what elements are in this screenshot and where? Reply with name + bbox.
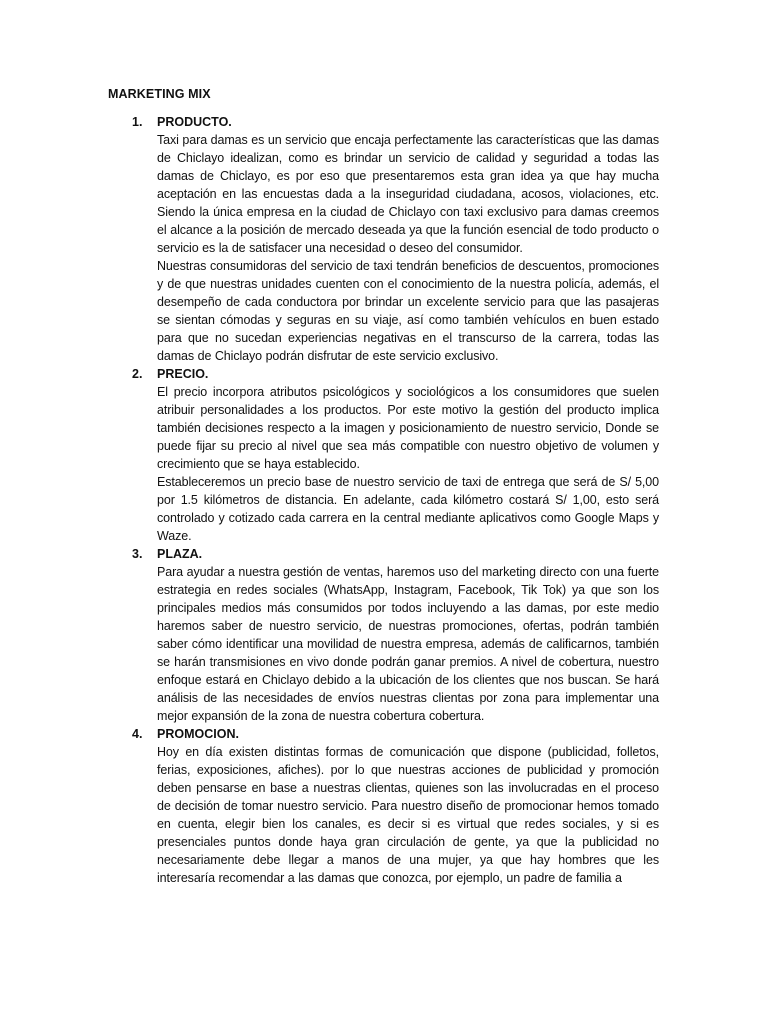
section-number: 2. <box>132 367 143 381</box>
section-paragraph: Estableceremos un precio base de nuestro servicio de taxi de entrega que será de S/ 5,00 por 1.5 kilómetros de distancia. En adelante, cada kilómetro costará S/ 1,00, esto será controlado y cotizado cada carrera en la central mediante aplicativos como Google Maps y Waze. <box>157 475 659 543</box>
document-title: MARKETING MIX <box>108 87 211 101</box>
section-number: 4. <box>132 727 143 741</box>
section-number: 1. <box>132 115 143 129</box>
section-promocion <box>108 725 659 887</box>
section-plaza <box>108 545 659 725</box>
sections-list <box>108 113 659 887</box>
section-paragraph: Para ayudar a nuestra gestión de ventas, haremos uso del marketing directo con una fuerte estrategia en redes sociales (WhatsApp, Instagram, Facebook, Tik Tok) ya que son los principales medios más consumidos por todos incluyendo a las damas, por este medio haremos saber de nuestro servicio, de nuestras promociones, ofertas, podrán también saber cómo identificar una movilidad de nuestra empresa, además de calificarnos, también se harán transmisiones en vivo donde podrán ganar premios. A nivel de cobertura, nuestro enfoque estará en Chiclayo debido a la ubicación de los clientes que nos buscan. Se hará análisis de las necesidades de envíos nuestras clientas por zona para implementar una mejor expansión de la zona de nuestra cobertura cobertura. <box>157 565 659 723</box>
section-producto <box>108 113 659 365</box>
section-paragraph: El precio incorpora atributos psicológicos y sociológicos a los consumidores que suelen atribuir personalidades a los productos. Por este motivo la gestión del producto implica también decisiones respecto a la imagen y posicionamiento de nuestro servicio, Donde se puede fijar su precio al nivel que sea más compatible con nuestro objetivo de volumen y crecimiento que se haya establecido. <box>157 385 659 471</box>
section-heading: PRECIO. <box>157 367 209 381</box>
section-paragraph: Nuestras consumidoras del servicio de taxi tendrán beneficios de descuentos, promociones y de que nuestras unidades cuenten con el conocimiento de la nuestra policía, además, el desempeño de cada conductora por brindar un excelente servicio para que las pasajeras se sientan cómodas y seguras en su viaje, así como también vehículos en buen estado para que no sucedan experiencias negativas en el transcurso de la carrera, todas las damas de Chiclayo podrán disfrutar de este servicio exclusivo. <box>157 259 659 363</box>
section-number: 3. <box>132 547 143 561</box>
section-paragraph: Hoy en día existen distintas formas de comunicación que dispone (publicidad, folletos, ferias, exposiciones, afiches). por lo que nuestras acciones de publicidad y promoción deben pensarse en base a nuestras clientas, quienes son las involucradas en el proceso de decisión de tomar nuestro servicio. Para nuestro diseño de promocionar hemos tomado en cuenta, elegir bien los canales, es decir si es virtual que redes sociales, y si es presenciales puntos donde haya gran circulación de gente, ya que la publicidad no necesariamente debe llegar a manos de una mujer, ya que hay hombres que les interesaría recomendar a las damas que conozca, por ejemplo, un padre de familia a <box>157 745 659 885</box>
section-heading: PRODUCTO. <box>157 115 232 129</box>
section-paragraph: Taxi para damas es un servicio que encaja perfectamente las características que las damas de Chiclayo idealizan, como es brindar un servicio de calidad y seguridad a todas las damas de Chiclayo, es por eso que presentaremos esta gran idea ya que hay mucha aceptación en las encuestas dada a la inseguridad ciudadana, acosos, violaciones, etc. Siendo la única empresa en la ciudad de Chiclayo con taxi exclusivo para damas creemos el alcance a la posición de mercado deseada ya que la función esencial de todo producto o servicio es la de satisfacer una necesidad o deseo del consumidor. <box>157 133 659 255</box>
section-heading: PLAZA. <box>157 547 203 561</box>
section-heading: PROMOCION. <box>157 727 239 741</box>
section-precio <box>108 365 659 545</box>
